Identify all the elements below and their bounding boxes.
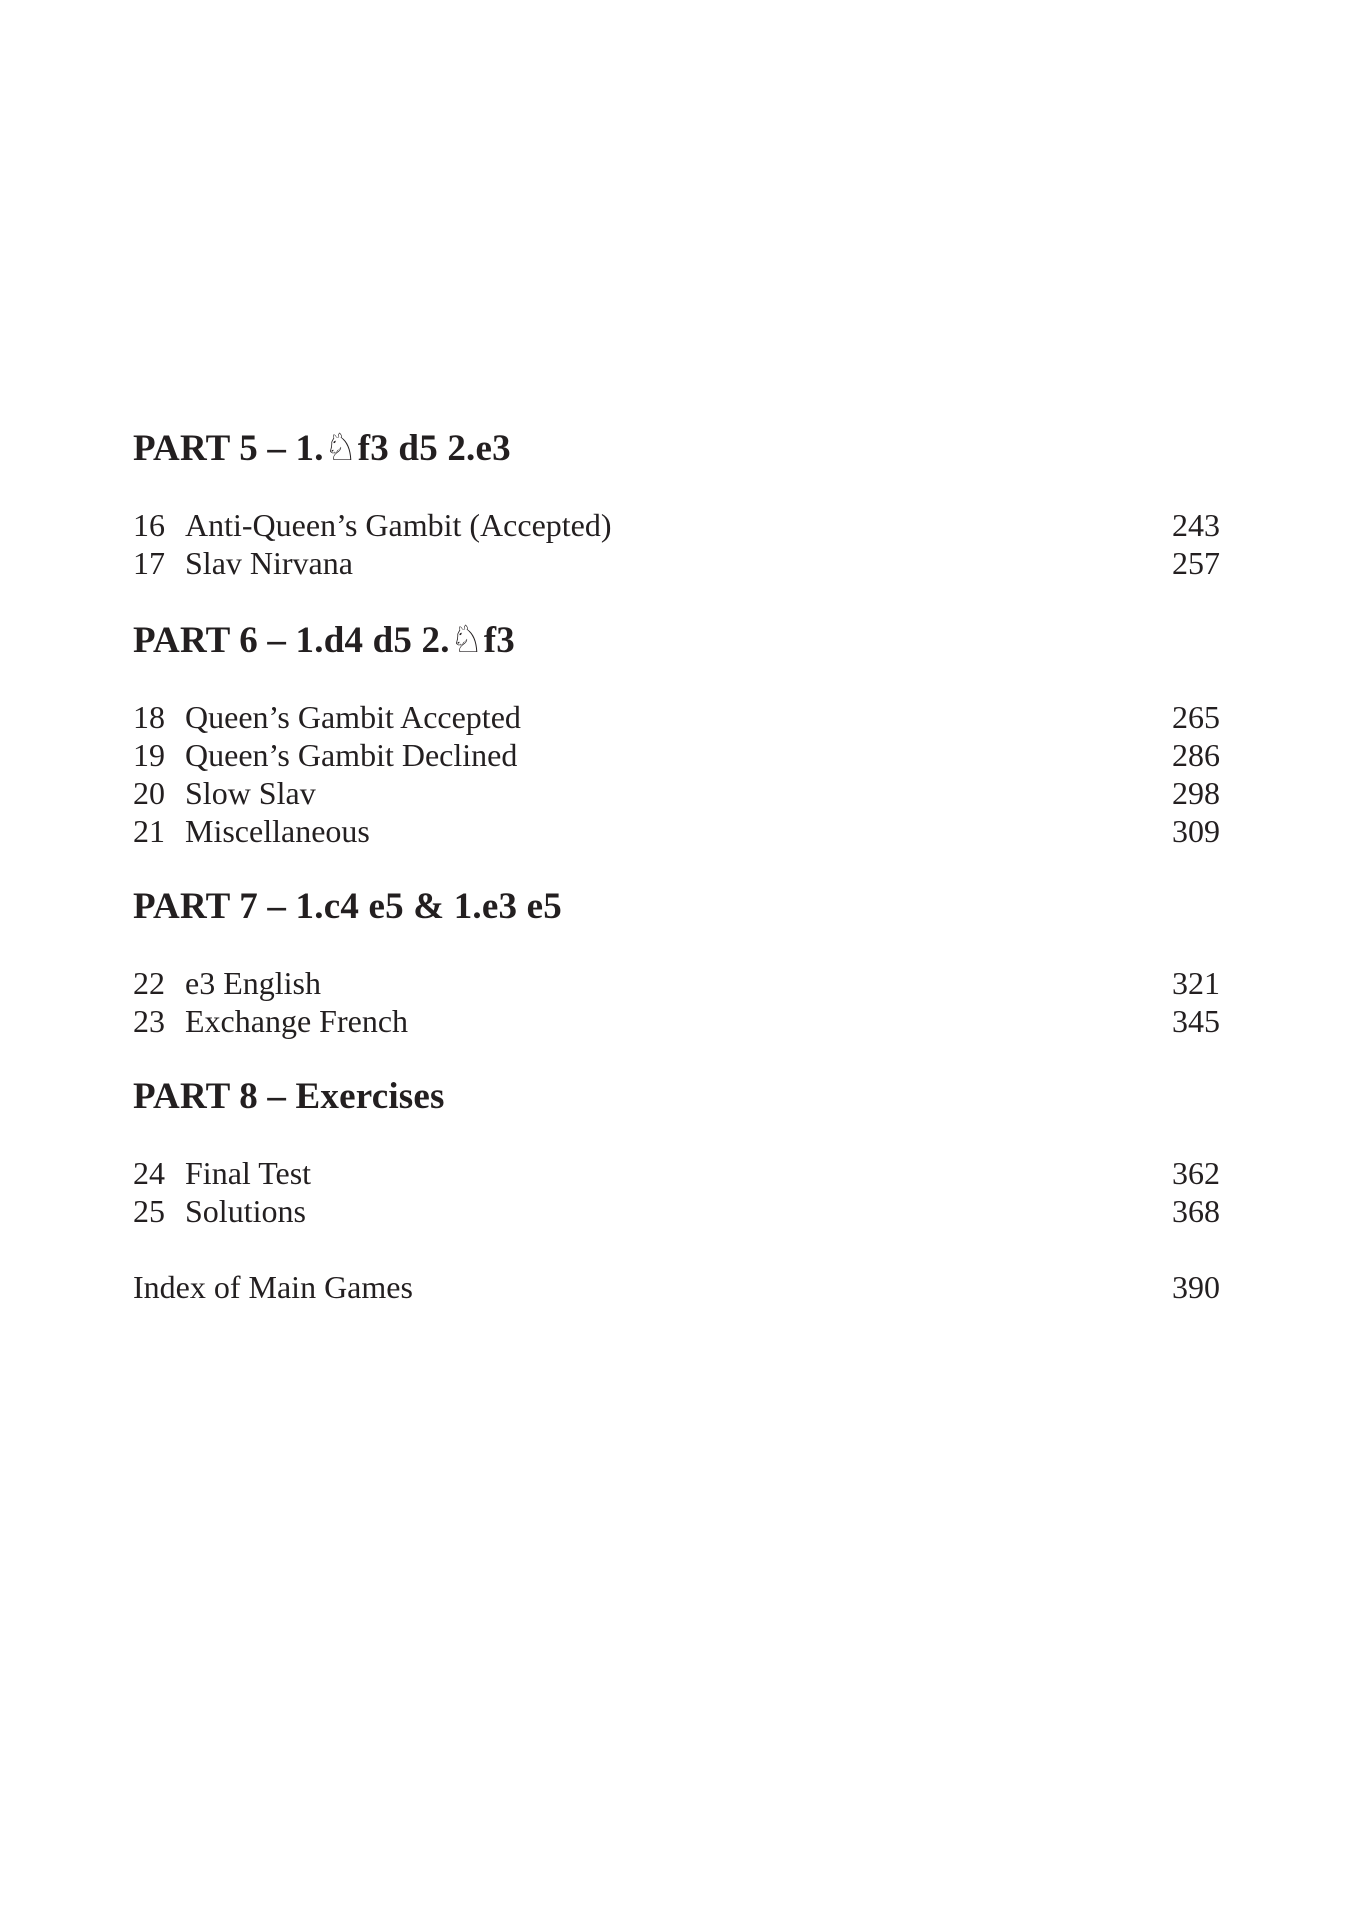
toc-entry-19 <box>133 736 1220 774</box>
chapter-title: Slow Slav <box>185 775 316 811</box>
chapter-page-number: 368 <box>1172 1193 1220 1229</box>
part-6-heading-post: f3 <box>483 620 515 661</box>
chapter-number: 22 <box>133 965 165 1001</box>
chapter-page-number: 345 <box>1172 1003 1220 1039</box>
chapter-number: 24 <box>133 1155 165 1191</box>
chapter-title: Queen’s Gambit Accepted <box>185 699 521 735</box>
chapter-page-number: 286 <box>1172 737 1220 773</box>
toc-entry-16 <box>133 506 1220 544</box>
part-8-heading <box>133 1078 1220 1116</box>
part-7-heading-pre: PART 7 – 1.c4 e5 & 1.e3 e5 <box>133 886 562 927</box>
index-page-number: 390 <box>1172 1269 1220 1305</box>
part-5-heading-pre: PART 5 – 1. <box>133 428 324 469</box>
chapter-page-number: 265 <box>1172 699 1220 735</box>
chapter-page-number: 362 <box>1172 1155 1220 1191</box>
chapter-number: 19 <box>133 737 165 773</box>
chapter-title: Final Test <box>185 1155 312 1191</box>
toc-entry-18 <box>133 698 1220 736</box>
part-5-heading <box>133 425 1220 469</box>
part-5-heading-post: f3 d5 2.e3 <box>357 428 511 469</box>
toc-entry-24 <box>133 1154 1220 1192</box>
chapter-title: e3 English <box>185 965 321 1001</box>
part-8-heading-pre: PART 8 – Exercises <box>133 1076 445 1117</box>
chapter-title: Slav Nirvana <box>185 545 353 581</box>
chapter-number: 16 <box>133 507 165 543</box>
index-title: Index of Main Games <box>133 1269 413 1305</box>
chapter-number: 23 <box>133 1003 165 1039</box>
table-of-contents <box>133 425 1220 1306</box>
chapter-page-number: 243 <box>1172 507 1220 543</box>
chapter-title: Solutions <box>185 1193 306 1229</box>
chapter-title: Exchange French <box>185 1003 409 1039</box>
toc-entry-22 <box>133 964 1220 1002</box>
chapter-number: 17 <box>133 545 165 581</box>
toc-entry-17 <box>133 544 1220 582</box>
toc-entry-25 <box>133 1192 1220 1230</box>
toc-entry-21 <box>133 812 1220 850</box>
toc-entry-20 <box>133 774 1220 812</box>
part-6-heading <box>133 617 1220 661</box>
toc-entry-23 <box>133 1002 1220 1040</box>
chapter-number: 21 <box>133 813 165 849</box>
chapter-page-number: 298 <box>1172 775 1220 811</box>
chapter-page-number: 257 <box>1172 545 1220 581</box>
part-7-heading <box>133 888 1220 926</box>
chapter-number: 25 <box>133 1193 165 1229</box>
chapter-number: 18 <box>133 699 165 735</box>
chapter-title: Queen’s Gambit Declined <box>185 737 518 773</box>
toc-index-row <box>133 1268 1220 1306</box>
chapter-title: Miscellaneous <box>185 813 370 849</box>
chapter-title: Anti-Queen’s Gambit (Accepted) <box>185 507 612 543</box>
white-knight-icon: ♘ <box>323 425 358 469</box>
part-6-heading-pre: PART 6 – 1.d4 d5 2. <box>133 620 450 661</box>
chapter-page-number: 309 <box>1172 813 1220 849</box>
chapter-page-number: 321 <box>1172 965 1220 1001</box>
chapter-number: 20 <box>133 775 165 811</box>
white-knight-icon: ♘ <box>449 617 484 661</box>
